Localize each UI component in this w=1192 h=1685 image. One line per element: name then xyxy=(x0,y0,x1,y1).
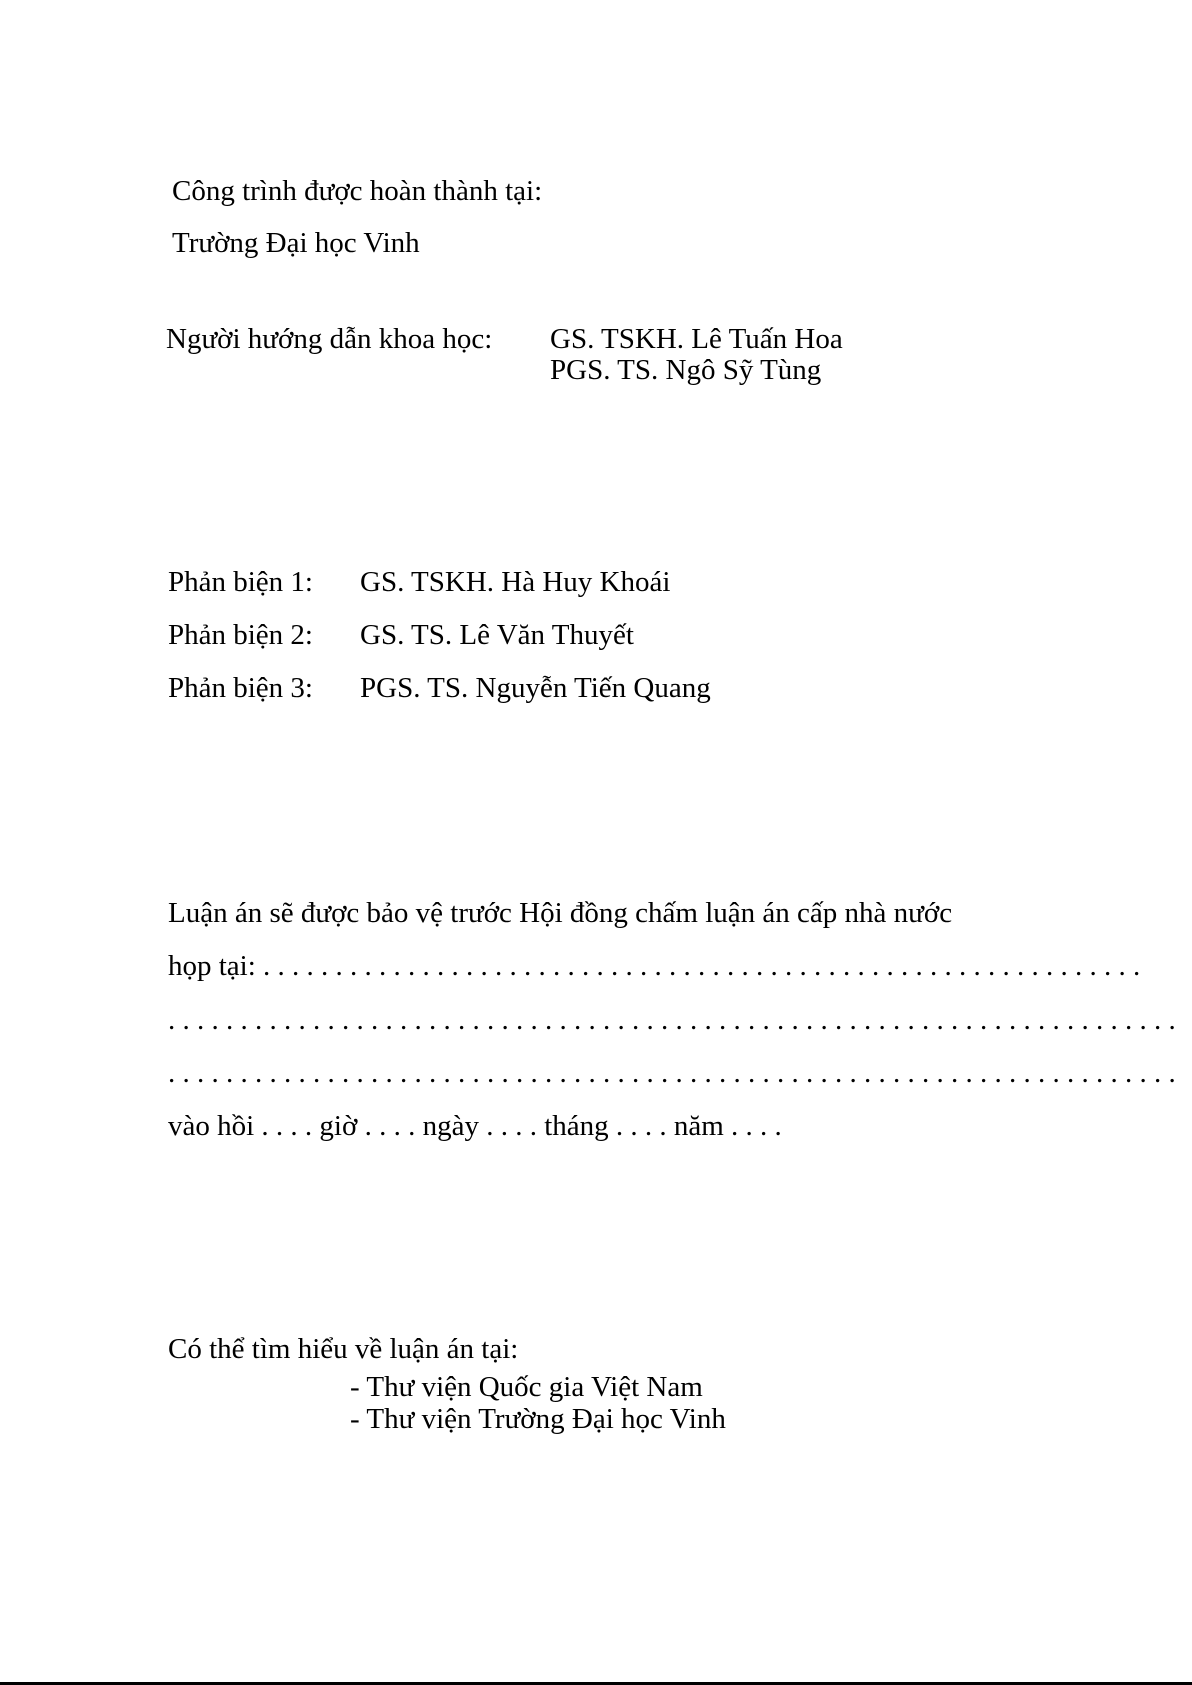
supervisor-name-1: GS. TSKH. Lê Tuấn Hoa xyxy=(550,323,843,355)
supervisor-name-2: PGS. TS. Ngô Sỹ Tùng xyxy=(550,354,822,386)
library-label: Có thể tìm hiểu về luận án tại: xyxy=(168,1333,519,1365)
reviewer-1-name: GS. TSKH. Hà Huy Khoái xyxy=(360,566,671,598)
defense-line-4: . . . . . . . . . . . . . . . . . . . . . . . . . . . . . . . . . . . . . . . . . . . . . . . . . . . . . . . . . . . . . . . . . . . . . . xyxy=(168,1057,1176,1089)
institution-name: Trường Đại học Vinh xyxy=(172,227,420,259)
library-item-2: - Thư viện Trường Đại học Vinh xyxy=(350,1403,726,1435)
reviewer-2-name: GS. TS. Lê Văn Thuyết xyxy=(360,619,634,651)
defense-line-3: . . . . . . . . . . . . . . . . . . . . . . . . . . . . . . . . . . . . . . . . . . . . . . . . . . . . . . . . . . . . . . . . . . . . . . xyxy=(168,1004,1176,1036)
defense-line-2: họp tại: . . . . . . . . . . . . . . . . . . . . . . . . . . . . . . . . . . . . . . . . . . . . . . . . . . . . . . . . . . . . . xyxy=(168,950,1141,982)
library-item-1: - Thư viện Quốc gia Việt Nam xyxy=(350,1371,703,1403)
completion-label: Công trình được hoàn thành tại: xyxy=(172,175,543,207)
defense-line-1: Luận án sẽ được bảo vệ trước Hội đồng chấm luận án cấp nhà nước xyxy=(168,897,953,929)
defense-line-5: vào hồi . . . . giờ . . . . ngày . . . . tháng . . . . năm . . . . xyxy=(168,1110,782,1142)
supervisors-label: Người hướng dẫn khoa học: xyxy=(166,323,493,355)
reviewer-1-label: Phản biện 1: xyxy=(168,566,313,598)
reviewer-3-label: Phản biện 3: xyxy=(168,672,313,704)
reviewer-3-name: PGS. TS. Nguyễn Tiến Quang xyxy=(360,672,711,704)
reviewer-2-label: Phản biện 2: xyxy=(168,619,313,651)
